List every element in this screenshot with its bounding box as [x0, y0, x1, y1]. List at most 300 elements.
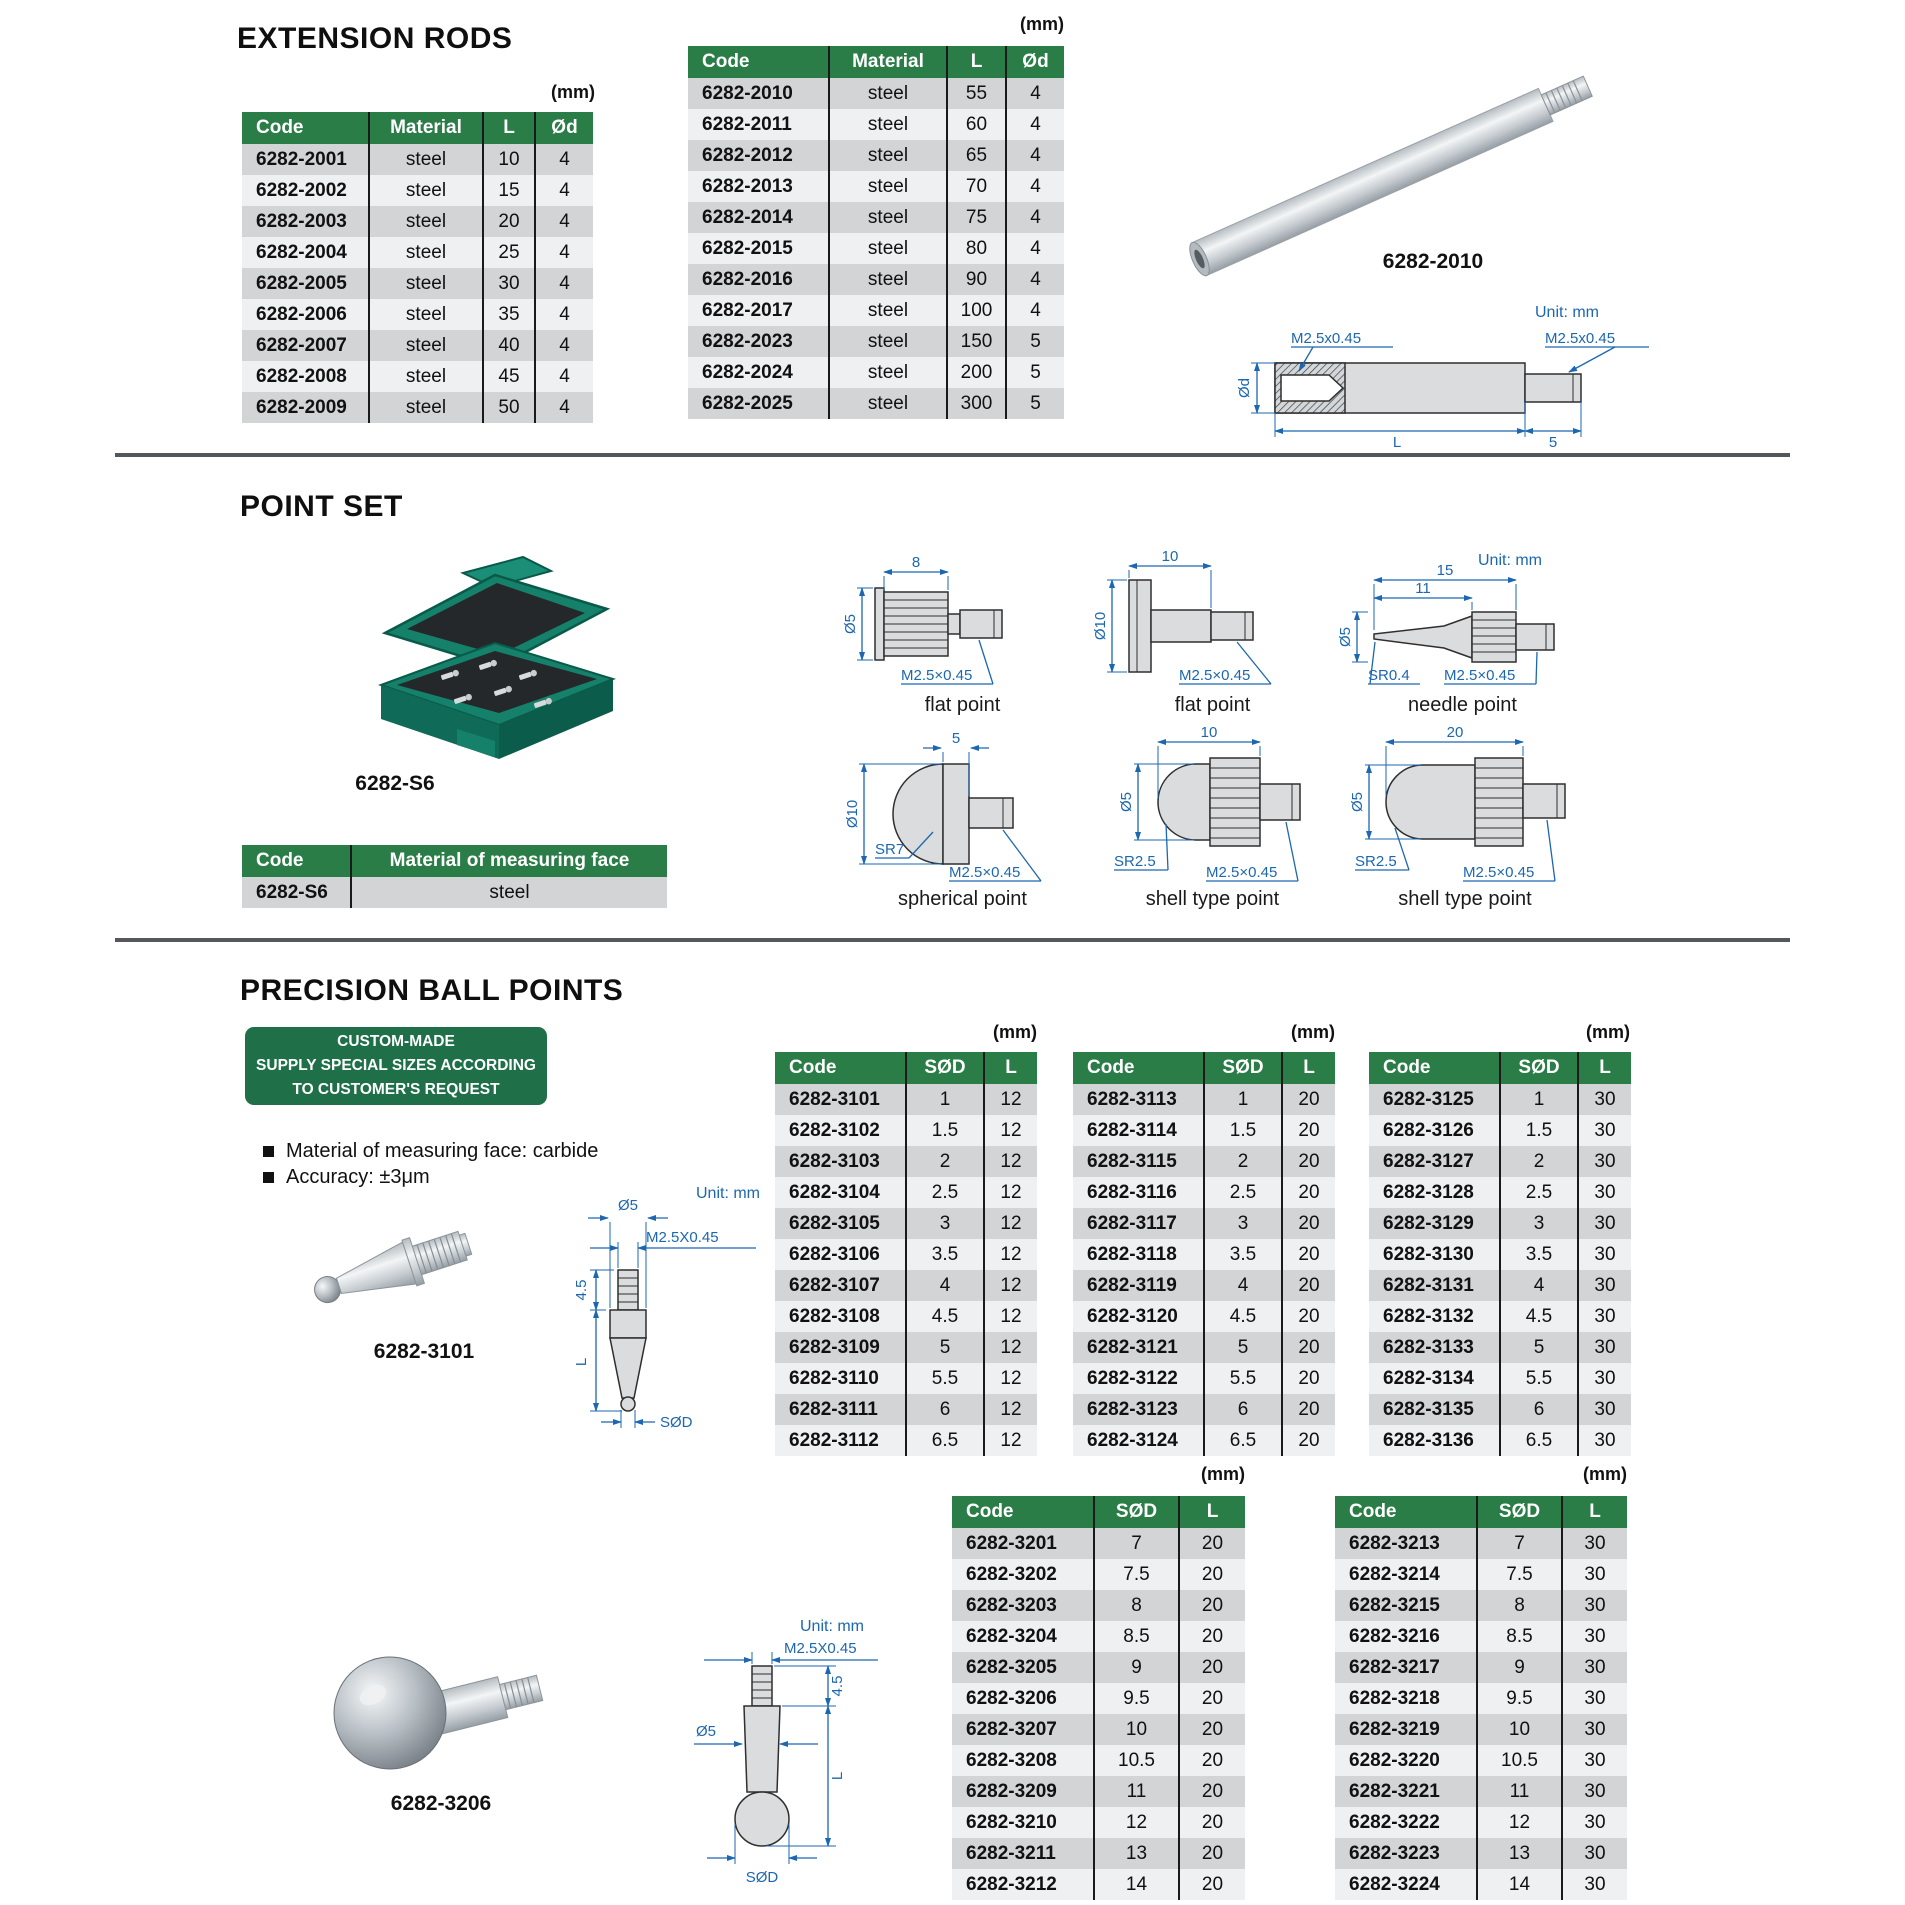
- table-row: [1335, 1745, 1627, 1776]
- table-cell: 30: [1563, 1869, 1627, 1900]
- table-cell: 12: [985, 1146, 1037, 1177]
- table-cell: 1.5: [907, 1115, 985, 1146]
- case-caption: 6282-S6: [355, 772, 435, 795]
- table-cell: 6282-2004: [242, 237, 370, 268]
- table-row: [1073, 1208, 1335, 1239]
- table-cell: 6282-3224: [1335, 1869, 1478, 1900]
- table-row: [1335, 1714, 1627, 1745]
- table-row: [1369, 1177, 1631, 1208]
- table-cell: 6282-3212: [952, 1869, 1095, 1900]
- dim-label: SØD: [745, 1869, 779, 1886]
- table-cell: 6282-2023: [688, 326, 830, 357]
- table-cell: 30: [1579, 1115, 1631, 1146]
- table-row: [775, 1146, 1037, 1177]
- table-cell: steel: [830, 295, 948, 326]
- dim-label: M2.5×0.45: [949, 864, 1021, 881]
- table-cell: 6282-3222: [1335, 1807, 1478, 1838]
- column-header: SØD: [1205, 1052, 1283, 1084]
- table-row: [242, 299, 593, 330]
- table-row: [775, 1425, 1037, 1456]
- table-cell: 30: [1563, 1559, 1627, 1590]
- rod-body: [1186, 70, 1595, 279]
- table-cell: 6282-2017: [688, 295, 830, 326]
- table-cell: 7.5: [1478, 1559, 1563, 1590]
- column-header: Material: [830, 46, 948, 78]
- table-cell: 30: [1579, 1270, 1631, 1301]
- table-cell: 150: [948, 326, 1007, 357]
- table-cell: 6282-3102: [775, 1115, 907, 1146]
- table-cell: 6282-3108: [775, 1301, 907, 1332]
- table-cell: 30: [1563, 1621, 1627, 1652]
- table-row: [688, 140, 1064, 171]
- table-cell: 9.5: [1095, 1683, 1180, 1714]
- table-row: [775, 1084, 1037, 1115]
- unit-label: (mm): [1201, 1464, 1245, 1484]
- table-row: [688, 78, 1064, 109]
- unit-label: (mm): [1586, 1022, 1630, 1042]
- table-row: [775, 1177, 1037, 1208]
- column-header: Code: [242, 845, 352, 877]
- table-cell: 200: [948, 357, 1007, 388]
- table-cell: 4: [1007, 171, 1064, 202]
- table-cell: 6282-3223: [1335, 1838, 1478, 1869]
- table-row: [1369, 1332, 1631, 1363]
- table-cell: 6282-3110: [775, 1363, 907, 1394]
- table-cell: 3: [1501, 1208, 1579, 1239]
- table-row: [1335, 1807, 1627, 1838]
- table-cell: 1: [1205, 1084, 1283, 1115]
- dim-label: M2.5X0.45: [646, 1229, 719, 1246]
- column-header: Code: [688, 46, 830, 78]
- table-cell: 6282-3128: [1369, 1177, 1501, 1208]
- table-row: [952, 1652, 1245, 1683]
- table-cell: 6282-2024: [688, 357, 830, 388]
- table-row: [688, 326, 1064, 357]
- table-cell: 2: [1205, 1146, 1283, 1177]
- table-row: [1073, 1084, 1335, 1115]
- unit-label: (mm): [1583, 1464, 1627, 1484]
- dim-label: Ø5: [696, 1723, 717, 1740]
- table-cell: steel: [830, 78, 948, 109]
- table-cell: 6.5: [1205, 1425, 1283, 1456]
- table-cell: 9: [1478, 1652, 1563, 1683]
- point-caption: needle point: [1408, 694, 1517, 716]
- table-cell: 30: [1563, 1807, 1627, 1838]
- table-cell: 1: [907, 1084, 985, 1115]
- table-cell: 14: [1095, 1869, 1180, 1900]
- table-cell: 12: [985, 1115, 1037, 1146]
- table-cell: 6282-2012: [688, 140, 830, 171]
- table-row: [1369, 1394, 1631, 1425]
- table-cell: 6282-3126: [1369, 1115, 1501, 1146]
- table-cell: 20: [1180, 1683, 1245, 1714]
- table-cell: 80: [948, 233, 1007, 264]
- table-cell: 6282-3218: [1335, 1683, 1478, 1714]
- table-cell: 65: [948, 140, 1007, 171]
- table-cell: 4: [536, 392, 593, 423]
- table-cell: 5: [1205, 1332, 1283, 1363]
- table-row: [952, 1496, 1245, 1528]
- table-cell: steel: [830, 171, 948, 202]
- table-row: [688, 264, 1064, 295]
- table-row: [775, 1394, 1037, 1425]
- table-cell: steel: [370, 268, 484, 299]
- table-cell: 6282-3216: [1335, 1621, 1478, 1652]
- table-cell: 20: [1180, 1807, 1245, 1838]
- section-divider: [115, 938, 1790, 942]
- table-row: [1335, 1869, 1627, 1900]
- table-row: [1073, 1146, 1335, 1177]
- table-cell: 4: [1007, 264, 1064, 295]
- table-cell: 6282-3101: [775, 1084, 907, 1115]
- table-cell: 6.5: [907, 1425, 985, 1456]
- table-cell: 6282-3120: [1073, 1301, 1205, 1332]
- table-cell: steel: [352, 877, 667, 908]
- table-cell: 90: [948, 264, 1007, 295]
- table-row: [1073, 1425, 1335, 1456]
- dim-label: M2.5×0.45: [1179, 667, 1251, 684]
- table-cell: 30: [1579, 1425, 1631, 1456]
- table-cell: 30: [484, 268, 536, 299]
- point-set-table: [242, 845, 667, 908]
- table-row: [1335, 1590, 1627, 1621]
- table-cell: 5.5: [907, 1363, 985, 1394]
- table-cell: 20: [1180, 1652, 1245, 1683]
- dim-label-length: L: [1392, 434, 1402, 451]
- table-cell: 9.5: [1478, 1683, 1563, 1714]
- table-row: [242, 206, 593, 237]
- dim-label-thread-right: M2.5x0.45: [1545, 330, 1616, 347]
- dim-label: L: [829, 1771, 846, 1781]
- table-cell: steel: [830, 357, 948, 388]
- dim-label: M2.5×0.45: [1463, 864, 1535, 881]
- table-cell: 6282-3214: [1335, 1559, 1478, 1590]
- table-cell: 6282-2011: [688, 109, 830, 140]
- table-cell: 12: [985, 1332, 1037, 1363]
- table-cell: 20: [1283, 1239, 1335, 1270]
- table-row: [1369, 1084, 1631, 1115]
- extension-rod-drawing: [1225, 295, 1685, 450]
- table-row: [952, 1590, 1245, 1621]
- table-cell: steel: [370, 206, 484, 237]
- table-cell: steel: [370, 175, 484, 206]
- dim-label-tip: 5: [1548, 434, 1558, 451]
- table-cell: 20: [1283, 1425, 1335, 1456]
- table-cell: 6282-3129: [1369, 1208, 1501, 1239]
- table-cell: 20: [1283, 1270, 1335, 1301]
- table-cell: 6282-3113: [1073, 1084, 1205, 1115]
- table-cell: 4: [536, 237, 593, 268]
- table-row: [242, 845, 667, 877]
- table-cell: 6282-3210: [952, 1807, 1095, 1838]
- dim-label: SR0.4: [1368, 667, 1410, 684]
- table-cell: 20: [1283, 1394, 1335, 1425]
- table-cell: 3.5: [1205, 1239, 1283, 1270]
- table-cell: steel: [370, 330, 484, 361]
- column-header: Code: [775, 1052, 907, 1084]
- table-cell: 6282-3119: [1073, 1270, 1205, 1301]
- table-row: [1335, 1559, 1627, 1590]
- table-row: [1369, 1052, 1631, 1084]
- unit-label: (mm): [1020, 14, 1064, 34]
- dim-label: 10: [1200, 724, 1218, 741]
- shell-point-drawing-1: [1090, 726, 1335, 886]
- table-cell: 6282-3112: [775, 1425, 907, 1456]
- table-cell: 60: [948, 109, 1007, 140]
- unit-label: (mm): [993, 1022, 1037, 1042]
- table-row: [1073, 1052, 1335, 1084]
- table-row: [952, 1528, 1245, 1559]
- table-cell: 4: [1007, 233, 1064, 264]
- table-cell: 4: [536, 361, 593, 392]
- column-header: L: [948, 46, 1007, 78]
- table-cell: 6282-2007: [242, 330, 370, 361]
- table-cell: 12: [985, 1177, 1037, 1208]
- ball-point-drawing-1: [556, 1182, 791, 1452]
- table-row: [1073, 1270, 1335, 1301]
- table-cell: 30: [1579, 1363, 1631, 1394]
- table-cell: 35: [484, 299, 536, 330]
- table-cell: 4: [1007, 109, 1064, 140]
- table-cell: 20: [1180, 1838, 1245, 1869]
- table-cell: 6282-3117: [1073, 1208, 1205, 1239]
- column-header: SØD: [907, 1052, 985, 1084]
- table-cell: 6282-3207: [952, 1714, 1095, 1745]
- table-cell: steel: [370, 392, 484, 423]
- table-cell: 3: [1205, 1208, 1283, 1239]
- table-cell: 12: [985, 1363, 1037, 1394]
- table-row: [952, 1869, 1245, 1900]
- feature-bullets: [263, 1138, 598, 1190]
- badge-line: CUSTOM-MADE: [337, 1032, 455, 1050]
- point-caption: flat point: [1174, 694, 1251, 716]
- badge-line: SUPPLY SPECIAL SIZES ACCORDING: [256, 1056, 536, 1074]
- dim-label: 15: [1436, 562, 1454, 579]
- table-cell: 15: [484, 175, 536, 206]
- table-cell: 10.5: [1095, 1745, 1180, 1776]
- table-row: [242, 175, 593, 206]
- table-cell: 30: [1563, 1714, 1627, 1745]
- table-row: [242, 877, 667, 908]
- table-cell: 6282-3201: [952, 1528, 1095, 1559]
- table-cell: 6282-2006: [242, 299, 370, 330]
- column-header: Code: [1335, 1496, 1478, 1528]
- table-cell: 6282-3203: [952, 1590, 1095, 1621]
- table-cell: 6282-3211: [952, 1838, 1095, 1869]
- table-cell: 4: [1007, 78, 1064, 109]
- column-header: Material: [370, 112, 484, 144]
- table-cell: 20: [1283, 1146, 1335, 1177]
- table-cell: 6282-2015: [688, 233, 830, 264]
- table-cell: 45: [484, 361, 536, 392]
- table-cell: 100: [948, 295, 1007, 326]
- table-cell: 3.5: [1501, 1239, 1579, 1270]
- point-caption: shell type point: [1145, 888, 1280, 910]
- table-cell: 4: [907, 1270, 985, 1301]
- table-cell: 4: [536, 206, 593, 237]
- table-row: [775, 1208, 1037, 1239]
- table-row: [775, 1115, 1037, 1146]
- dim-label: Ø10: [1092, 611, 1109, 641]
- table-cell: steel: [830, 202, 948, 233]
- table-row: [952, 1621, 1245, 1652]
- table-cell: 12: [1478, 1807, 1563, 1838]
- ball-photo-caption-1: 6282-3101: [373, 1340, 475, 1363]
- dim-label-thread-left: M2.5x0.45: [1291, 330, 1362, 347]
- table-cell: steel: [370, 361, 484, 392]
- table-cell: 8.5: [1478, 1621, 1563, 1652]
- column-header: Code: [952, 1496, 1095, 1528]
- table-row: [952, 1714, 1245, 1745]
- table-cell: 6282-3206: [952, 1683, 1095, 1714]
- table-row: [952, 1683, 1245, 1714]
- table-cell: 12: [985, 1084, 1037, 1115]
- table-row: [1335, 1776, 1627, 1807]
- dim-label: Ø5: [1349, 791, 1366, 813]
- unit-note: Unit: mm: [1478, 552, 1542, 569]
- table-cell: 6282-3202: [952, 1559, 1095, 1590]
- table-cell: 6282-3121: [1073, 1332, 1205, 1363]
- ball-points-table-c: [1369, 1052, 1631, 1456]
- table-cell: 5.5: [1501, 1363, 1579, 1394]
- dim-label: Ø5: [617, 1197, 639, 1214]
- table-row: [242, 237, 593, 268]
- table-cell: 30: [1563, 1652, 1627, 1683]
- section-title-point-set: POINT SET: [240, 490, 403, 523]
- table-row: [1335, 1496, 1627, 1528]
- table-row: [1369, 1146, 1631, 1177]
- flat-point-small-drawing: [842, 552, 1080, 692]
- table-cell: 12: [985, 1425, 1037, 1456]
- table-cell: 12: [985, 1394, 1037, 1425]
- table-cell: steel: [370, 299, 484, 330]
- table-cell: 6282-3122: [1073, 1363, 1205, 1394]
- table-cell: 20: [1180, 1528, 1245, 1559]
- table-row: [688, 171, 1064, 202]
- table-cell: 20: [484, 206, 536, 237]
- table-cell: steel: [830, 109, 948, 140]
- table-cell: 6282-3105: [775, 1208, 907, 1239]
- table-row: [242, 268, 593, 299]
- table-cell: 4: [536, 175, 593, 206]
- table-cell: 10.5: [1478, 1745, 1563, 1776]
- table-cell: 10: [1478, 1714, 1563, 1745]
- table-cell: 30: [1563, 1838, 1627, 1869]
- column-header: L: [985, 1052, 1037, 1084]
- table-row: [1073, 1394, 1335, 1425]
- table-cell: 6282-3116: [1073, 1177, 1205, 1208]
- table-cell: 6282-3123: [1073, 1394, 1205, 1425]
- table-cell: 6282-2001: [242, 144, 370, 175]
- table-cell: 30: [1563, 1776, 1627, 1807]
- dim-label: 10: [1161, 548, 1179, 565]
- table-cell: 25: [484, 237, 536, 268]
- dim-label: L: [573, 1357, 590, 1367]
- dim-label: 4.5: [829, 1675, 846, 1697]
- table-cell: 6282-3205: [952, 1652, 1095, 1683]
- point-caption: spherical point: [898, 888, 1027, 910]
- table-cell: 10: [1095, 1714, 1180, 1745]
- table-cell: 75: [948, 202, 1007, 233]
- table-row: [688, 295, 1064, 326]
- table-cell: 6282-3221: [1335, 1776, 1478, 1807]
- table-row: [1335, 1838, 1627, 1869]
- table-cell: 6282-3107: [775, 1270, 907, 1301]
- table-row: [775, 1363, 1037, 1394]
- table-cell: 6282-3133: [1369, 1332, 1501, 1363]
- bullet-square-icon: [263, 1146, 274, 1157]
- table-cell: 3: [907, 1208, 985, 1239]
- section-title-extension-rods: EXTENSION RODS: [237, 22, 513, 55]
- table-cell: 6282-3209: [952, 1776, 1095, 1807]
- dim-label: SR2.5: [1114, 853, 1156, 870]
- table-cell: 6282-S6: [242, 877, 352, 908]
- table-cell: 4.5: [1205, 1301, 1283, 1332]
- table-cell: 6282-2003: [242, 206, 370, 237]
- table-row: [775, 1301, 1037, 1332]
- dim-label: SR2.5: [1355, 853, 1397, 870]
- table-cell: 20: [1283, 1332, 1335, 1363]
- table-row: [688, 109, 1064, 140]
- table-row: [1335, 1683, 1627, 1714]
- custom-made-badge: [245, 1027, 547, 1105]
- table-cell: 4: [1007, 202, 1064, 233]
- column-header: SØD: [1478, 1496, 1563, 1528]
- table-cell: 7: [1478, 1528, 1563, 1559]
- table-row: [1073, 1177, 1335, 1208]
- table-row: [1369, 1115, 1631, 1146]
- bullet-text: Material of measuring face: carbide: [286, 1140, 599, 1162]
- table-cell: 2.5: [907, 1177, 985, 1208]
- section-divider: [115, 453, 1790, 457]
- table-cell: 6282-3104: [775, 1177, 907, 1208]
- table-cell: 8: [1095, 1590, 1180, 1621]
- dim-label: M2.5×0.45: [901, 667, 973, 684]
- unit-note: Unit: mm: [800, 1618, 864, 1635]
- table-cell: 6282-3134: [1369, 1363, 1501, 1394]
- table-row: [688, 233, 1064, 264]
- table-cell: 6282-3115: [1073, 1146, 1205, 1177]
- ball-photo-caption-2: 6282-3206: [390, 1792, 492, 1815]
- table-cell: 6282-3219: [1335, 1714, 1478, 1745]
- table-cell: 30: [1579, 1146, 1631, 1177]
- needle-point-drawing: [1337, 552, 1585, 692]
- table-row: [952, 1745, 1245, 1776]
- table-cell: 20: [1283, 1115, 1335, 1146]
- table-cell: 6282-3213: [1335, 1528, 1478, 1559]
- table-cell: 30: [1579, 1208, 1631, 1239]
- table-row: [1369, 1208, 1631, 1239]
- bullet-text: Accuracy: ±3μm: [286, 1166, 430, 1188]
- table-cell: 5.5: [1205, 1363, 1283, 1394]
- column-header: SØD: [1501, 1052, 1579, 1084]
- table-row: [242, 112, 593, 144]
- dim-label: 20: [1446, 724, 1464, 741]
- table-cell: 4.5: [907, 1301, 985, 1332]
- column-header: L: [1180, 1496, 1245, 1528]
- table-cell: steel: [830, 264, 948, 295]
- table-cell: 6282-3136: [1369, 1425, 1501, 1456]
- table-cell: 6: [907, 1394, 985, 1425]
- table-row: [1369, 1301, 1631, 1332]
- table-row: [1335, 1621, 1627, 1652]
- table-cell: 6282-3135: [1369, 1394, 1501, 1425]
- table-row: [1369, 1363, 1631, 1394]
- table-cell: 9: [1095, 1652, 1180, 1683]
- table-cell: 30: [1579, 1301, 1631, 1332]
- table-cell: 20: [1180, 1869, 1245, 1900]
- badge-line: TO CUSTOMER'S REQUEST: [292, 1081, 500, 1098]
